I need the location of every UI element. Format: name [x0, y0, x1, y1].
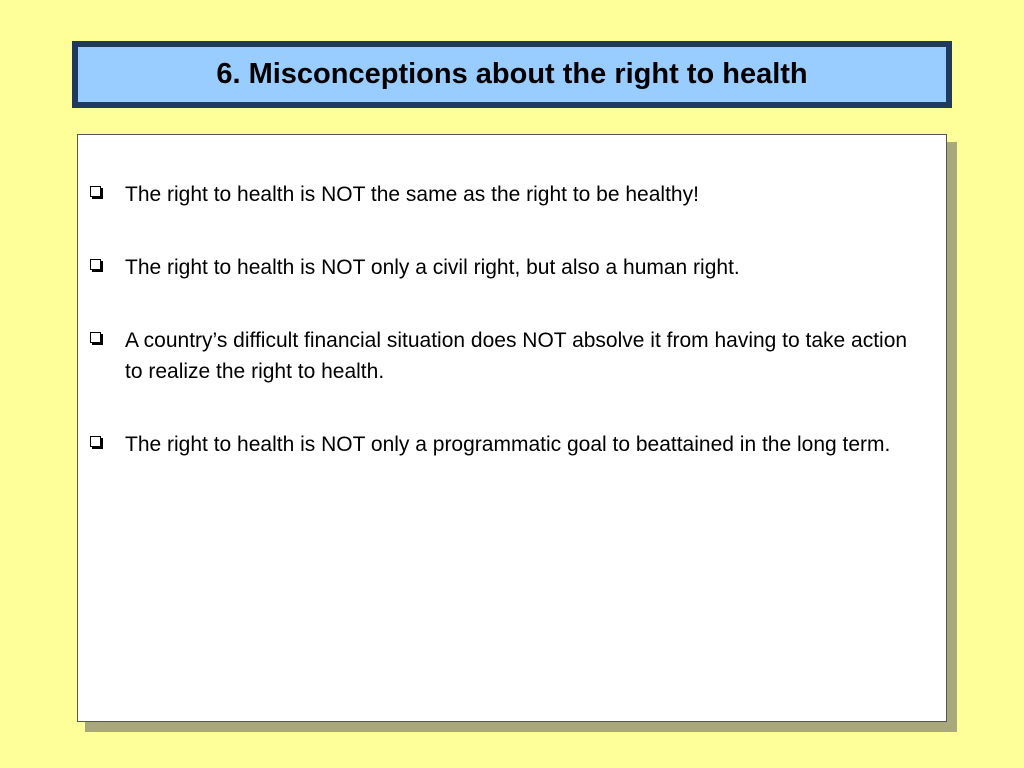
bullet-text: The right to health is NOT only a programmatic goal to beattained in the long term.: [125, 433, 891, 456]
square-bullet-icon: [90, 436, 101, 447]
bullet-list: [90, 179, 925, 502]
square-bullet-icon: [90, 332, 101, 343]
bullet-item: [90, 325, 925, 387]
bullet-item: [90, 179, 925, 210]
square-bullet-icon: [90, 186, 101, 197]
content-panel: [77, 134, 947, 722]
slide-title: 6. Misconceptions about the right to health: [216, 58, 808, 90]
title-banner-inner: [78, 47, 946, 102]
bullet-text: The right to health is NOT the same as the right to be healthy!: [125, 183, 699, 206]
bullet-item: [90, 429, 925, 460]
bullet-item: [90, 252, 925, 283]
bullet-text: The right to health is NOT only a civil right, but also a human right.: [125, 256, 740, 279]
square-bullet-icon: [90, 259, 101, 270]
title-banner: [72, 41, 952, 108]
bullet-text: A country’s difficult financial situation does NOT absolve it from having to take action to realize the right to health.: [125, 329, 908, 383]
